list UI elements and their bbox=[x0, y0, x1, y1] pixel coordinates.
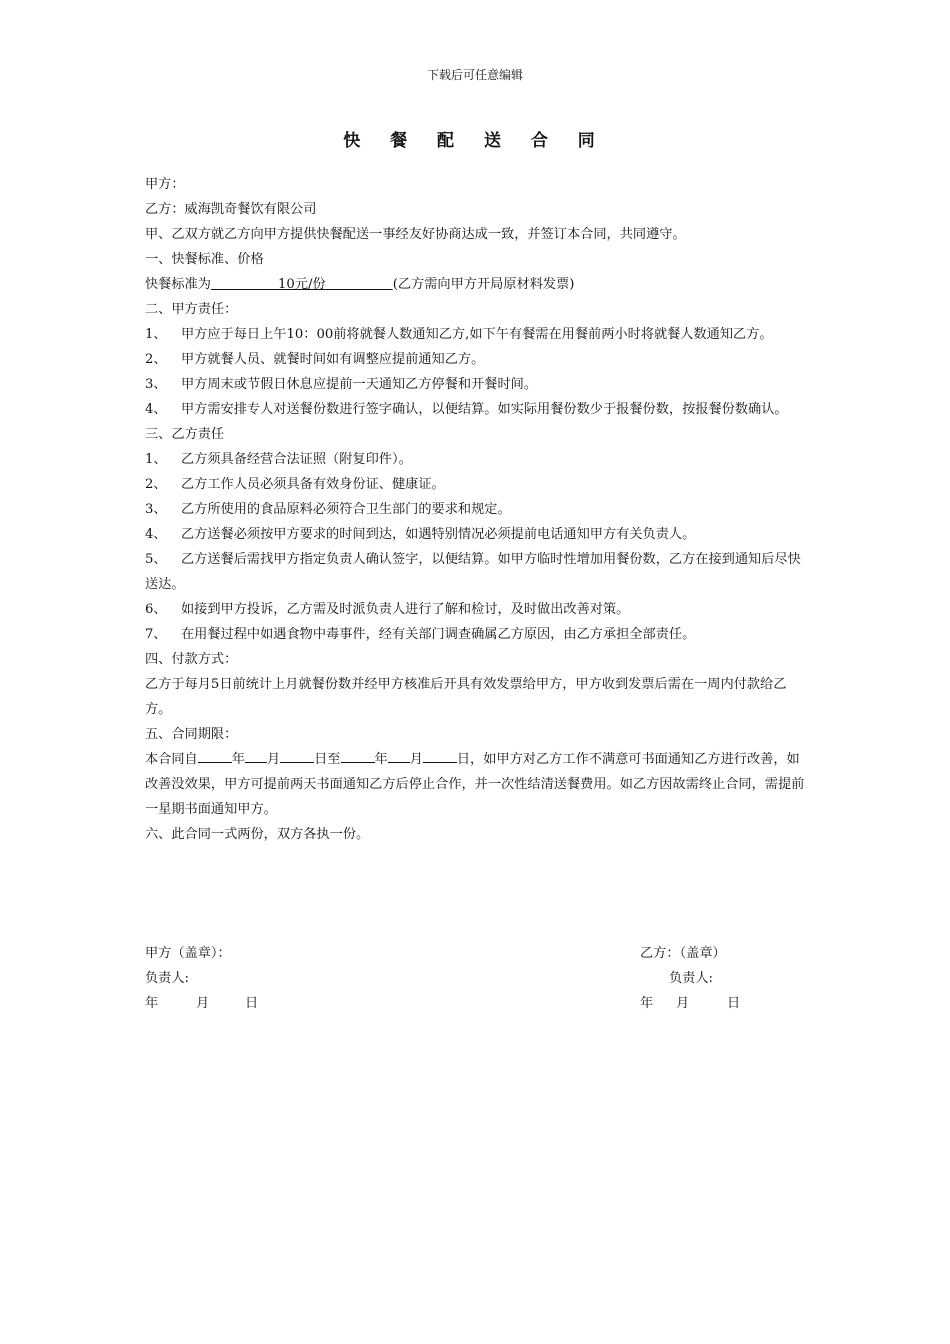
term-paragraph: 本合同自 年 月 日至 年 月 日，如甲方对乙方工作不满意可书面通知乙方进行改善，如改善没效果，甲方可提前两天书面通知乙方后停止合作，并一次性结清送餐费用。如乙方因故需终止合同，需提前一星期书面通知甲方。 bbox=[145, 747, 807, 822]
price-suffix: (乙方需向甲方开局原材料发票) bbox=[392, 277, 575, 292]
party-a-line: 甲方： bbox=[145, 177, 185, 192]
section-3-heading: 三、乙方责任 bbox=[145, 427, 225, 442]
section-4-heading: 四、付款方式： bbox=[145, 652, 238, 667]
list-item: 5、 乙方送餐后需找甲方指定负责人确认签字，以便结算。如甲方临时性增加用餐份数，乙方在接到通知后尽快送达。 bbox=[145, 552, 801, 592]
list-item: 3、 甲方周末或节假日休息应提前一天通知乙方停餐和开餐时间。 bbox=[145, 377, 538, 392]
party-a-seal: 甲方（盖章）： bbox=[145, 946, 231, 961]
party-b-month: 月 bbox=[676, 996, 690, 1011]
price-line bbox=[145, 272, 807, 297]
party-b-day: 日 bbox=[727, 996, 741, 1011]
list-item: 4、 乙方送餐必须按甲方要求的时间到达，如遇特别情况必须提前电话通知甲方有关负责人。 bbox=[145, 527, 696, 542]
list-item: 7、 在用餐过程中如遇食物中毒事件，经有关部门调查确属乙方原因，由乙方承担全部责任。 bbox=[145, 627, 696, 642]
list-item: 2、 甲方就餐人员、就餐时间如有调整应提前通知乙方。 bbox=[145, 352, 485, 367]
party-a-month: 月 bbox=[196, 996, 210, 1011]
list-item: 2、 乙方工作人员必须具备有效身份证、健康证。 bbox=[145, 477, 445, 492]
section-5-heading: 五、合同期限： bbox=[145, 727, 238, 742]
party-b-year: 年 bbox=[640, 996, 654, 1011]
list-item: 4、 甲方需安排专人对送餐份数进行签字确认，以便结算。如实际用餐份数少于报餐份数，按报餐份数确认。 bbox=[145, 402, 788, 417]
list-item: 1、 乙方须具备经营合法证照（附复印件）。 bbox=[145, 452, 412, 467]
header-note: 下载后可任意编辑 bbox=[426, 68, 523, 82]
party-b-person: 负责人: bbox=[669, 971, 714, 986]
payment-paragraph: 乙方于每月5日前统计上月就餐份数并经甲方核准后开具有效发票给甲方，甲方收到发票后需在一周内付款给乙方。 bbox=[145, 677, 787, 717]
party-b-line: 乙方：威海凯奇餐饮有限公司 bbox=[145, 202, 317, 217]
price-prefix: 快餐标准为 bbox=[145, 277, 211, 292]
section-1-heading: 一、快餐标准、价格 bbox=[145, 252, 264, 267]
party-b-seal: 乙方：（盖章） bbox=[640, 946, 726, 961]
date-row bbox=[145, 991, 807, 1016]
party-a-year: 年 bbox=[145, 996, 159, 1011]
price-value: 10元/份 bbox=[278, 277, 326, 292]
intro-paragraph: 甲、乙双方就乙方向甲方提供快餐配送一事经友好协商达成一致，并签订本合同，共同遵守。 bbox=[145, 227, 686, 242]
section-6-line: 六、此合同一式两份，双方各执一份。 bbox=[145, 827, 370, 842]
section-2-heading: 二、甲方责任： bbox=[145, 302, 238, 317]
list-item: 6、 如接到甲方投诉，乙方需及时派负责人进行了解和检讨，及时做出改善对策。 bbox=[145, 602, 630, 617]
party-a-day: 日 bbox=[245, 996, 259, 1011]
signature-block bbox=[145, 941, 807, 1016]
list-item: 1、 甲方应于每日上午10：00前将就餐人数通知乙方,如下午有餐需在用餐前两小时将就餐人数通知乙方。 bbox=[145, 327, 773, 342]
party-a-person: 负责人: bbox=[145, 971, 190, 986]
document-title: 快 餐 配 送 合 同 bbox=[343, 131, 607, 151]
list-item: 3、 乙方所使用的食品原料必须符合卫生部门的要求和规定。 bbox=[145, 502, 511, 517]
contract-body bbox=[145, 172, 807, 847]
